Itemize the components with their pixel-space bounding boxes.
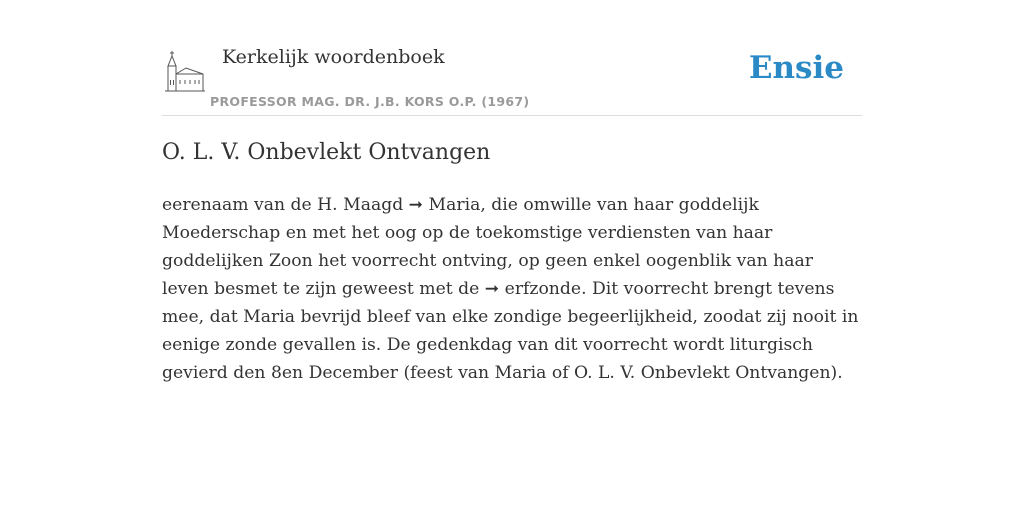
link-maria-label: Maria <box>428 195 481 215</box>
entry-text-part3: . Dit voorrecht brengt tevens mee, dat Maria bevrijd bleef van elke zondige begeerlijkheid, zoodat zij nooit in eenige zonde gevallen is. De gedenkdag van dit voorrecht wordt liturgisch gevierd den 8en December (feest van Maria of O. L. V. Onbevlekt Ontvangen). <box>162 279 859 383</box>
arrow-right-icon: ➞ <box>484 279 500 299</box>
book-title[interactable]: Kerkelijk woordenboek <box>222 46 445 68</box>
page-content <box>162 40 862 383</box>
link-erfzonde[interactable] <box>485 279 581 299</box>
book-author: PROFESSOR MAG. DR. J.B. KORS O.P. (1967) <box>210 94 530 109</box>
ensie-logo-link[interactable]: Ensie <box>748 50 844 86</box>
church-icon <box>164 50 206 94</box>
arrow-right-icon: ➞ <box>408 195 424 215</box>
link-erfzonde-label: erfzonde <box>504 279 582 299</box>
entry-text-part2: , die omwille van haar goddelijk Moederschap en met het oog op de toekomstige verdiensten van haar goddelijken Zoon het voorrecht ontving, op geen enkel oogenblik van haar leven besmet te zijn geweest met de <box>162 195 813 299</box>
entry-text-part1: eerenaam van de H. Maagd <box>162 195 409 215</box>
entry-text <box>162 191 862 387</box>
book-header <box>162 40 862 116</box>
link-maria[interactable] <box>409 195 481 215</box>
entry-title: O. L. V. Onbevlekt Ontvangen <box>162 140 491 165</box>
